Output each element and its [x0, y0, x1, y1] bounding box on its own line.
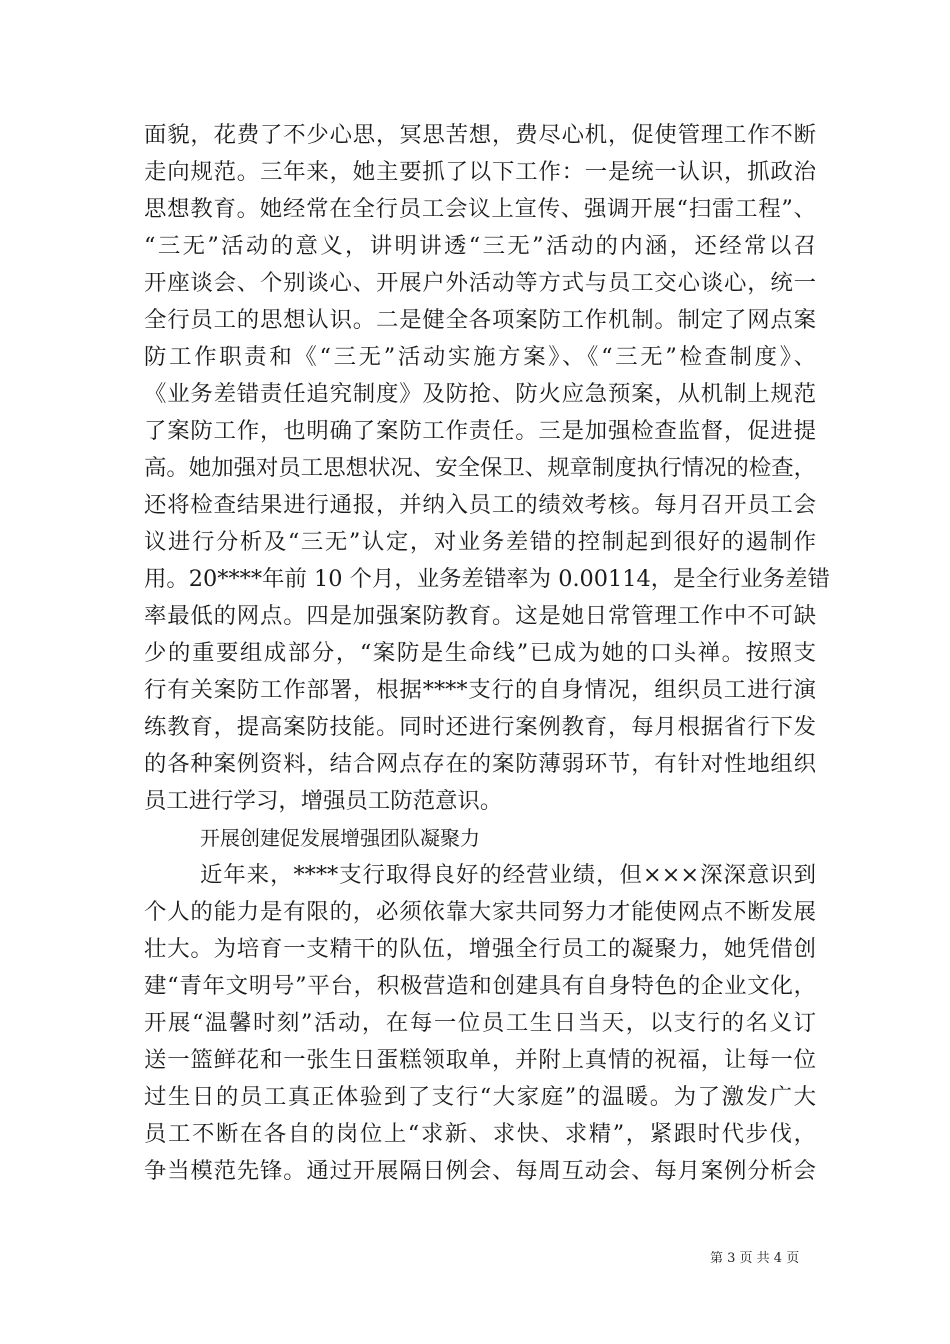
paragraph-line: 走向规范。三年来，她主要抓了以下工作：一是统一认识，抓政治	[144, 159, 816, 185]
paragraph-line: 《业务差错责任追究制度》及防抢、防火应急预案，从机制上规范	[144, 381, 816, 407]
paragraph-line: 开展“温馨时刻”活动，在每一位员工生日当天，以支行的名义订	[144, 1010, 816, 1036]
paragraph-line: 议进行分析及“三无”认定，对业务差错的控制起到很好的遏制作	[144, 529, 816, 555]
paragraph-line: 还将检查结果进行通报，并纳入员工的绩效考核。每月召开员工会	[144, 492, 816, 518]
paragraph-line: 面貌，花费了不少心思，冥思苦想，费尽心机，促使管理工作不断	[144, 122, 816, 148]
paragraph-line: 全行员工的思想认识。二是健全各项案防工作机制。制定了网点案	[144, 307, 816, 333]
paragraph-line: 率最低的网点。四是加强案防教育。这是她日常管理工作中不可缺	[144, 603, 816, 629]
document-body	[144, 117, 830, 1190]
paragraph-line: 思想教育。她经常在全行员工会议上宣传、强调开展“扫雷工程”、	[144, 196, 816, 222]
paragraph-line: 行有关案防工作部署，根据****支行的自身情况，组织员工进行演	[144, 677, 816, 703]
paragraph-line: 高。她加强对员工思想状况、安全保卫、规章制度执行情况的检查，	[144, 455, 816, 481]
paragraph-line: 个人的能力是有限的，必须依靠大家共同努力才能使网点不断发展	[144, 899, 816, 925]
paragraph-line: 了案防工作，也明确了案防工作责任。三是加强检查监督，促进提	[144, 418, 816, 444]
paragraph-line: 用。20****年前 10 个月，业务差错率为 0.00114，是全行业务差错	[144, 566, 830, 592]
section-heading: 开展创建促发展增强团队凝聚力	[200, 826, 480, 850]
page-number-footer: 第 3 页 共 4 页	[710, 1251, 800, 1266]
paragraph-line: 争当模范先锋。通过开展隔日例会、每周互动会、每月案例分析会	[144, 1158, 816, 1184]
paragraph-line: 少的重要组成部分，“案防是生命线”已成为她的口头禅。按照支	[144, 640, 816, 666]
paragraph-line: 的各种案例资料，结合网点存在的案防薄弱环节，有针对性地组织	[144, 751, 816, 777]
paragraph-line: 近年来，****支行取得良好的经营业绩，但×××深深意识到	[200, 862, 816, 888]
paragraph-line: 员工进行学习，增强员工防范意识。	[144, 788, 503, 814]
paragraph-line: 送一篮鲜花和一张生日蛋糕领取单，并附上真情的祝福，让每一位	[144, 1047, 816, 1073]
paragraph-line: 开座谈会、个别谈心、开展户外活动等方式与员工交心谈心，统一	[144, 270, 816, 296]
paragraph-line: 防工作职责和《“三无”活动实施方案》、《“三无”检查制度》、	[144, 344, 816, 370]
paragraph-line: 壮大。为培育一支精干的队伍，增强全行员工的凝聚力，她凭借创	[144, 936, 816, 962]
paragraph-line: 练教育，提高案防技能。同时还进行案例教育，每月根据省行下发	[144, 714, 816, 740]
paragraph-line: 员工不断在各自的岗位上“求新、求快、求精”，紧跟时代步伐，	[144, 1121, 816, 1147]
paragraph-line: “三无”活动的意义，讲明讲透“三无”活动的内涵，还经常以召	[144, 233, 816, 259]
paragraph-line: 过生日的员工真正体验到了支行“大家庭”的温暖。为了激发广大	[144, 1084, 816, 1110]
paragraph-line: 建“青年文明号”平台，积极营造和创建具有自身特色的企业文化，	[144, 973, 816, 999]
